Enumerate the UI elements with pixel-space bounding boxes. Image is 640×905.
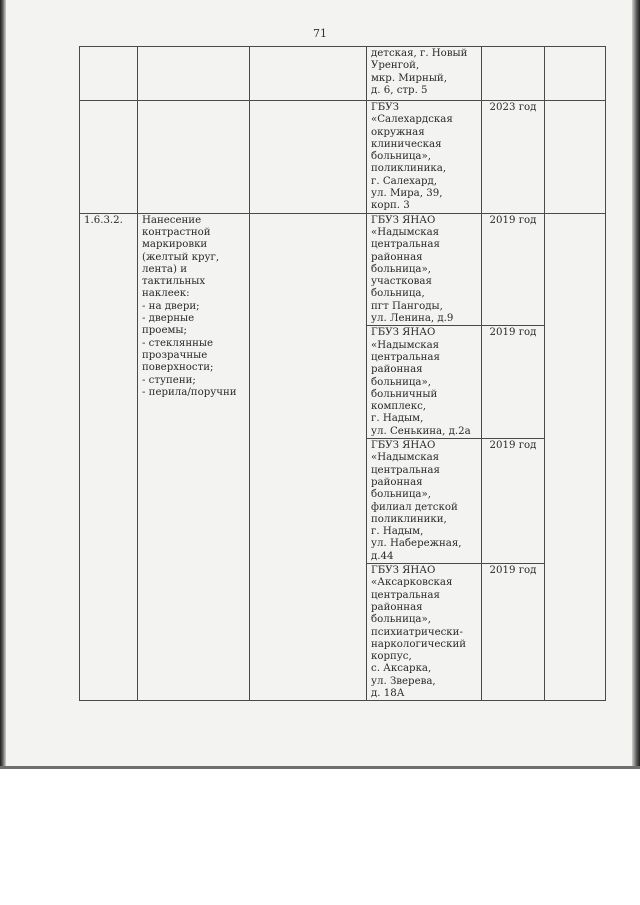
year-cell: 2019 год [482, 326, 545, 439]
table-row [80, 47, 606, 101]
year-cell: 2019 год [482, 213, 545, 326]
table-row [80, 101, 606, 214]
measure-cell [138, 101, 250, 214]
blank-cell [545, 101, 606, 214]
scan-bottom-edge [0, 766, 640, 769]
scan-edge-left [0, 0, 6, 768]
item-number-cell: 1.6.3.2. [80, 213, 138, 701]
item-number-cell [80, 101, 138, 214]
item-number-cell [80, 47, 138, 101]
page-number: 71 [313, 27, 327, 40]
object-cell: ГБУЗ ЯНАО «Надымская центральная районная больница», участковая больница, пгт Пангоды, ул. Ленина, д.9 [367, 213, 482, 326]
blank-cell [250, 213, 367, 701]
object-cell: ГБУЗ ЯНАО «Надымская центральная районная больница», больничный комплекс, г. Надым, ул. Сенькина, д.2а [367, 326, 482, 439]
scan-edge-right [632, 0, 640, 768]
year-cell: 2019 год [482, 439, 545, 564]
year-cell [482, 47, 545, 101]
year-cell: 2023 год [482, 101, 545, 214]
object-cell: ГБУЗ ЯНАО «Надымская центральная районная больница», филиал детской поликлиники, г. Надым, ул. Набережная, д.44 [367, 439, 482, 564]
blank-cell [250, 47, 367, 101]
measure-cell: Нанесение контрастной маркировки (желтый круг, лента) и тактильных наклеек: - на двери; - дверные проемы; - стеклянные прозрачные поверхности; - ступени; - перила/поручни [138, 213, 250, 701]
object-cell: детская, г. Новый Уренгой, мкр. Мирный, д. 6, стр. 5 [367, 47, 482, 101]
year-cell: 2019 год [482, 564, 545, 701]
blank-cell [545, 47, 606, 101]
blank-cell [545, 213, 606, 701]
schedule-table [79, 46, 606, 701]
measure-cell [138, 47, 250, 101]
blank-cell [250, 101, 367, 214]
table-row [80, 213, 606, 326]
object-cell: ГБУЗ «Салехардская окружная клиническая больница», поликлиника, г. Салехард, ул. Мира, 39, корп. 3 [367, 101, 482, 214]
object-cell: ГБУЗ ЯНАО «Аксарковская центральная районная больница», психиатрически- наркологический корпус, с. Аксарка, ул. Зверева, д. 18А [367, 564, 482, 701]
